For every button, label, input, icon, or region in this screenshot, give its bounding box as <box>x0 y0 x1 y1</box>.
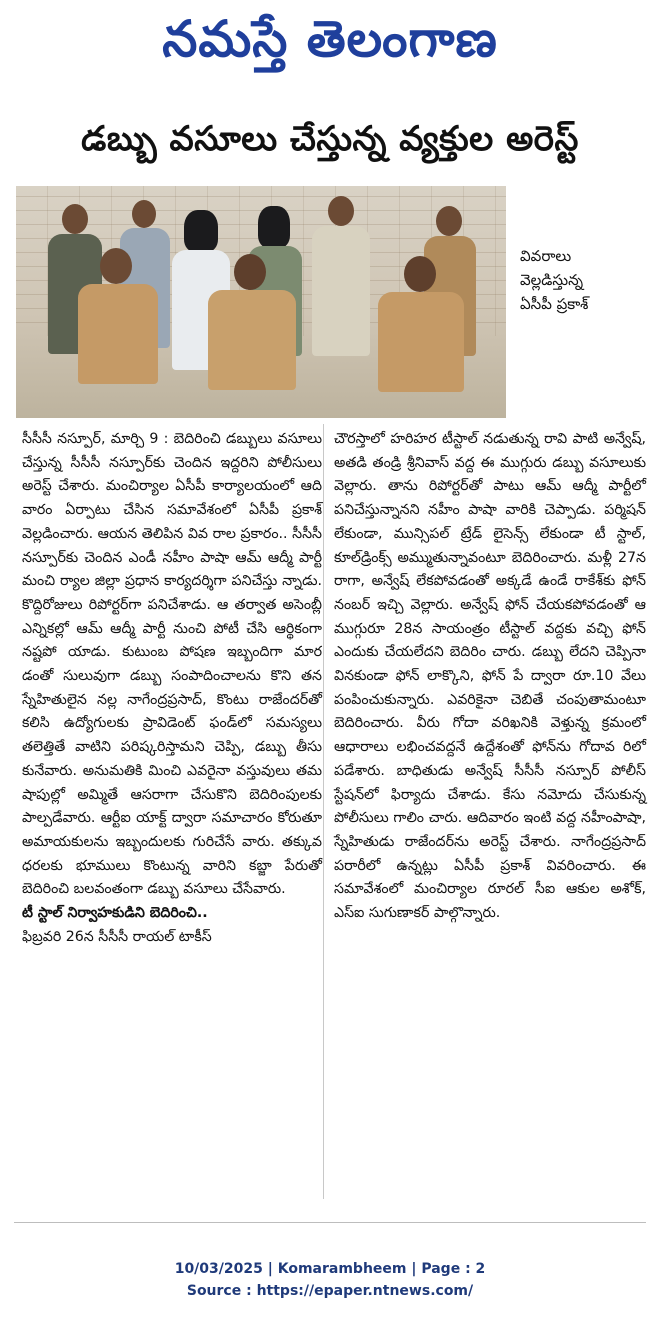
article-paragraph: సీసీసీ నస్పూర్, మార్చి 9 : బెదిరించి డబ్బులు వసూలు చేస్తున్న సీసీసీ నస్పూర్‌కు చెందిన ఇద్దరిని పోలీసులు అరెస్ట్ చేశారు. మంచిర్యాల ఏసీపీ కార్యాలయంలో ఆది వారం ఏర్పాటు చేసిన సమావేశంలో ఏసీపీ ప్రకాశ్ వెల్లడించారు. ఆయన తెలిపిన వివ రాల ప్రకారం.. సీసీసీ నస్పూర్‌కు చెందిన ఎండీ నహీం పాషా ఆమ్ ఆద్మీ పార్టీ మంచి ర్యాల జిల్లా ప్రధాన కార్యదర్శిగా పనిచేస్తు న్నాడు. కొద్దిరోజులు రిపోర్టర్‌గా పనిచేశాడు. ఆ తర్వాత అసెంబ్లీ ఎన్నికల్లో ఆమ్ ఆద్మీ పార్టీ నుంచి పోటీ చేసి ఆర్థికంగా నష్టపో యాడు. కుటుంబ పోషణ ఇబ్బందిగా మార డంతో సులువుగా డబ్బు సంపాదించాలను కొని తన స్నేహితులైన నల్ల నాగేంద్రప్రసాద్, కొంటు రాజేందర్‌తో కలిసి ఉద్యోగులకు ప్రావిడెంట్ ఫండ్‌లో సమస్యలు తలెత్తితే వాటిని పరిష్కరిస్తామని చెప్పి, డబ్బు తీసు కునేవారు. అనుమతికి మించి ఎవరైనా వస్తువులు తమ షాపుల్లో అమ్మితే ఆసరాగా చేసుకొని బెదిరింపులకు పాల్పడేవారు. ఆర్టీఐ యాక్ట్ ద్వారా సమాచారం కోరుతూ అమాయకులను ఇబ్బందులకు గురిచేసే వారు. తక్కువ ధరలకు భూములు కొంటున్న వారిని కబ్జా పేరుతో బెదిరించి బలవంతంగా డబ్బు వసూలు చేసేవారు. <box>22 431 322 898</box>
article-paragraph: చౌరస్తాలో హరిహర టీస్టాల్ నడుతున్న రావి పాటి అన్వేష్, అతడి తండ్రి శ్రీనివాస్ వద్ద ఈ ముగ్గురు డబ్బు వసూలుకు వెల్లారు. తాను రిపోర్టర్‌తో పాటు ఆమ్ ఆద్మీ పార్టీలో పనిచేస్తున్నానని నహీం పాషా వారికి చెప్పాడు. పర్మిషన్ లేకుండా, మున్సిపల్ ట్రేడ్ లైసెన్స్ లేకుండా టీ స్టాల్, కూల్‌డ్రింక్స్ అమ్ముతున్నావంటూ బెదిరించారు. మళ్లీ 27న రాగా, అన్వేష్ లేకపోవడంతో అక్కడే ఉండే రాకేశ్‌కు ఫోన్ నంబర్ ఇచ్చి వెల్లారు. అన్వేష్ ఫోన్ చేయకపోవడంతో ఆ ముగ్గురూ 28న సాయంత్రం టీస్టాల్ వద్దకు వచ్చి ఫోన్ ఎందుకు చేయలేదని బెదిరిం చారు. డబ్బు లేదని చెప్పినా వినకుండా ఫోన్ లాక్కొని, ఫోన్ పే ద్వారా రూ.10 వేలు పంపించుకున్నారు. ఎవరికైనా చెబితే చంపుతామంటూ బెదిరించారు. వీరు గోదా వరిఖనికి వెళ్తున్న క్రమంలో ఆధారాలు లభించవద్దనే ఉద్దేశంతో ఫోన్‌ను గోదావ రిలో పడేశారు. బాధితుడు అన్వేష్ సీసీసీ నస్పూర్ పోలీస్ స్టేషన్‌లో ఫిర్యాదు చేశాడు. కేసు నమోదు చేసుకున్న పోలీసులు గాలిం చారు. ఆదివారం ఇంటి వద్ద నహీంపాషా, స్నేహితుడు రాజేందర్‌ను అరెస్ట్ చేశారు. నాగేంద్రప్రసాద్ పరారీలో ఉన్నట్లు ఏసీపీ ప్రకాశ్ వివరించారు. ఈ సమావేశంలో మంచిర్యాల రూరల్ సీఐ ఆకుల అశోక్, ఎస్ఐ సుగుణాకర్ పాల్గొన్నారు. <box>334 431 646 922</box>
news-photo <box>16 186 506 418</box>
photo-officer-seated-left <box>74 244 160 384</box>
article-subhead: టీ స్టాల్ నిర్వాహకుడిని బెదిరించి.. <box>22 905 208 922</box>
article-paragraph: ఫిబ్రవరి 26న సీసీసీ రాయల్ టాకీస్ <box>22 928 212 945</box>
photo-officer-seated-right <box>374 252 466 392</box>
photo-caption-line: ఏసీపీ ప్రకాశ్ <box>520 295 589 313</box>
photo-caption-line: వెల్లడిస్తున్న <box>520 271 584 289</box>
masthead <box>0 0 660 90</box>
bottom-rule <box>14 1222 646 1223</box>
photo-caption-line: వివరాలు <box>520 247 572 265</box>
page-footer <box>0 1258 660 1302</box>
photo-person-back-5 <box>308 196 372 356</box>
footer-source-link[interactable]: Source : https://epaper.ntnews.com/ <box>186 1283 474 1299</box>
article-headline: డబ్బు వసూలు చేస్తున్న వ్యక్తుల అరెస్ట్ <box>81 119 579 159</box>
photo-officer-seated-center <box>204 250 298 390</box>
article-headline-block <box>0 108 660 178</box>
article-column-right <box>334 428 646 926</box>
photo-caption <box>520 244 650 316</box>
footer-edition-line: 10/03/2025 | Komarambheem | Page : 2 <box>174 1261 486 1277</box>
article-column-left <box>22 428 322 949</box>
column-divider <box>323 424 324 1199</box>
newspaper-title: నమస్తే తెలంగాణ <box>162 9 498 68</box>
